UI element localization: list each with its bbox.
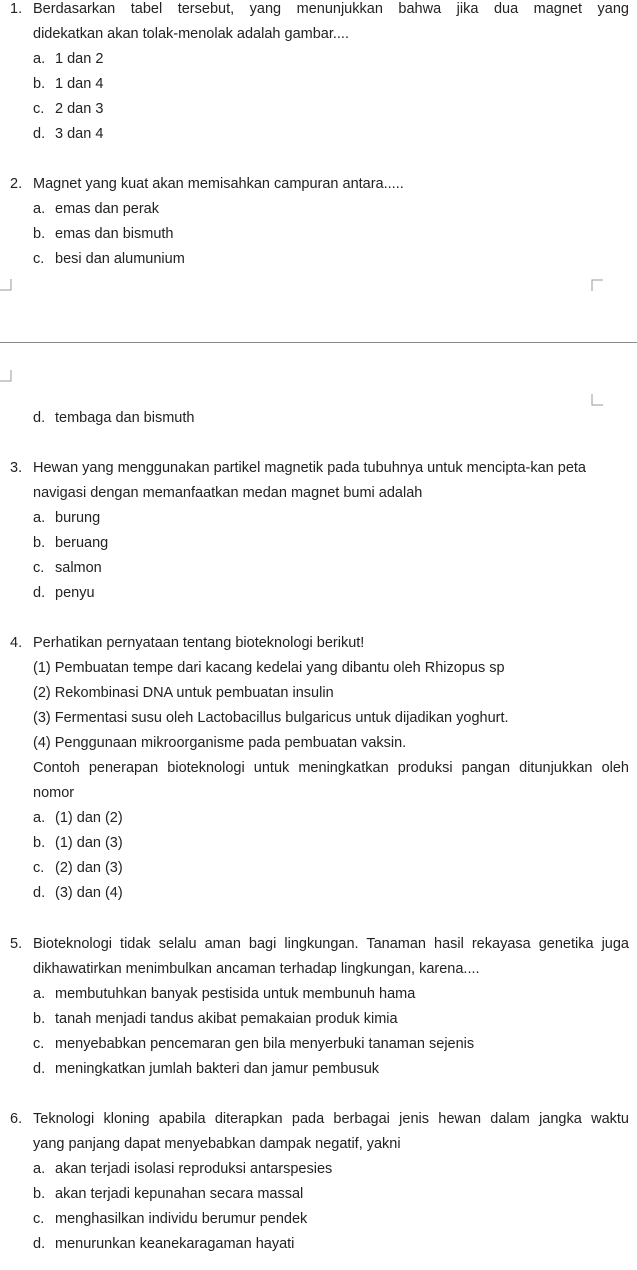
option-b: b. 1 dan 4 (33, 76, 104, 92)
crop-mark-icon (0, 370, 12, 382)
option-d: d. menurunkan keanekaragaman hayati (33, 1236, 295, 1252)
question-number: 4. (10, 635, 23, 651)
question-text: Contoh penerapan bioteknologi untuk meningkatkan produksi pangan ditunjukkan oleh (33, 760, 629, 776)
option-c: c. menghasilkan individu berumur pendek (33, 1211, 308, 1227)
question-1 (0, 0, 637, 147)
crop-mark-icon (0, 279, 12, 291)
option-c: c. menyebabkan pencemaran gen bila menyerbuki tanaman sejenis (33, 1036, 475, 1052)
option-d: d. penyu (33, 585, 95, 601)
statement-2: (2) Rekombinasi DNA untuk pembuatan insulin (33, 685, 334, 701)
option-b: b. (1) dan (3) (33, 835, 123, 851)
option-b: b. beruang (33, 535, 109, 551)
option-c: c. salmon (33, 560, 102, 576)
crop-mark-icon (591, 279, 603, 291)
question-4 (0, 631, 637, 906)
statement-1: (1) Pembuatan tempe dari kacang kedelai yang dibantu oleh Rhizopus sp (33, 660, 505, 676)
question-text: didekatkan akan tolak-menolak adalah gambar.... (33, 26, 349, 42)
question-text: Teknologi kloning apabila diterapkan pada berbagai jenis hewan dalam jangka waktu (33, 1111, 629, 1127)
question-text: Bioteknologi tidak selalu aman bagi lingkungan. Tanaman hasil rekayasa genetika juga (33, 936, 629, 952)
option-b: b. emas dan bismuth (33, 226, 174, 242)
question-number: 2. (10, 176, 23, 192)
option-d: d. 3 dan 4 (33, 126, 104, 142)
option-c: c. (2) dan (3) (33, 860, 123, 876)
option-a: a. 1 dan 2 (33, 51, 104, 67)
question-text: yang panjang dapat menyebabkan dampak negatif, yakni (33, 1136, 401, 1152)
option-a: a. burung (33, 510, 101, 526)
question-number: 6. (10, 1111, 23, 1127)
question-2 (0, 172, 637, 272)
question-3 (0, 456, 637, 606)
statement-3: (3) Fermentasi susu oleh Lactobacillus bulgaricus untuk dijadikan yoghurt. (33, 710, 509, 726)
question-text: Hewan yang menggunakan partikel magnetik pada tubuhnya untuk mencipta-kan peta (33, 460, 586, 476)
option-b: b. tanah menjadi tandus akibat pemakaian produk kimia (33, 1011, 398, 1027)
option-a: a. membutuhkan banyak pestisida untuk membunuh hama (33, 986, 416, 1002)
question-text: Magnet yang kuat akan memisahkan campuran antara..... (33, 176, 404, 192)
question-text: Perhatikan pernyataan tentang bioteknologi berikut! (33, 635, 365, 651)
option-c: c. besi dan alumunium (33, 251, 185, 267)
option-a: a. emas dan perak (33, 201, 159, 217)
question-2-continued (0, 406, 637, 431)
question-text: dikhawatirkan menimbulkan ancaman terhadap lingkungan, karena.... (33, 961, 480, 977)
question-number: 5. (10, 936, 23, 952)
question-6 (0, 1107, 637, 1257)
option-d: d. meningkatkan jumlah bakteri dan jamur pembusuk (33, 1061, 380, 1077)
crop-mark-icon (591, 394, 603, 406)
option-d: d. tembaga dan bismuth (33, 410, 195, 426)
option-c: c. 2 dan 3 (33, 101, 104, 117)
question-5 (0, 932, 637, 1082)
statement-4: (4) Penggunaan mikroorganisme pada pembuatan vaksin. (33, 735, 407, 751)
option-a: a. akan terjadi isolasi reproduksi antarspesies (33, 1161, 333, 1177)
page-break-line (0, 342, 637, 343)
question-text: nomor (33, 785, 75, 801)
option-a: a. (1) dan (2) (33, 810, 123, 826)
question-text: navigasi dengan memanfaatkan medan magnet bumi adalah (33, 485, 423, 501)
question-number: 3. (10, 460, 23, 476)
option-b: b. akan terjadi kepunahan secara massal (33, 1186, 304, 1202)
option-d: d. (3) dan (4) (33, 885, 123, 901)
question-text: Berdasarkan tabel tersebut, yang menunjukkan bahwa jika dua magnet yang (33, 1, 629, 17)
question-number: 1. (10, 1, 23, 17)
